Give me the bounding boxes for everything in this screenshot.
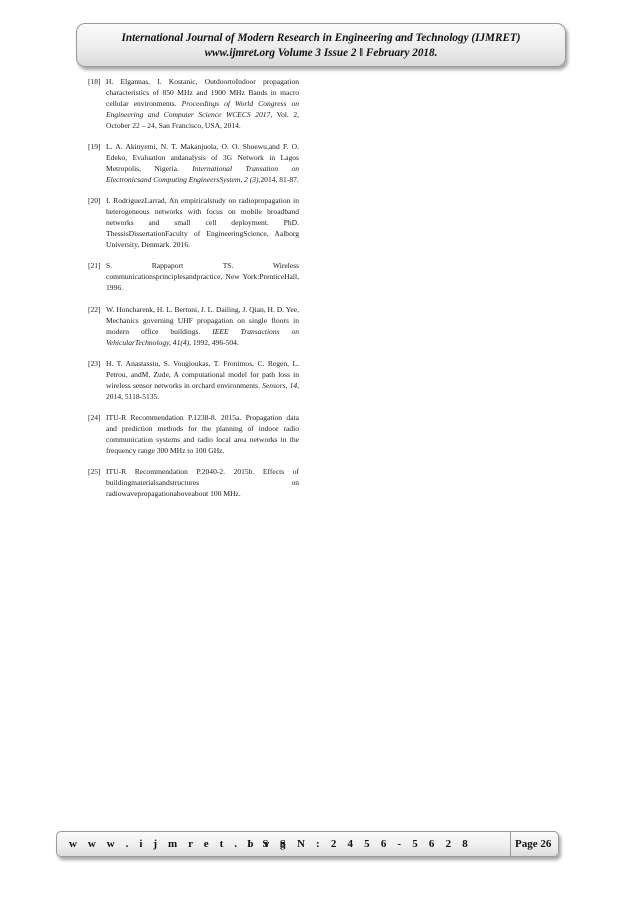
issn-number: I S S N : 2 4 5 6 - 5 6 2 8 xyxy=(247,838,472,850)
reference-number: [21] xyxy=(88,261,101,271)
reference-item xyxy=(88,196,299,251)
reference-text: I. RodriguezLarrad, An empiricalstudy on radiopropagation in heterogeneous networks with focus on mobile broadband networks and small cell deployment. PhD. ThessisDissertationFaculty of EngineeringScience, Aalborg University, Denmark. 2016. xyxy=(106,196,299,249)
reference-number: [25] xyxy=(88,467,101,477)
journal-url: w w w . i j m r e t . o r g xyxy=(69,838,290,850)
reference-number: [20] xyxy=(88,196,101,206)
reference-item xyxy=(88,305,299,349)
reference-number: [24] xyxy=(88,413,101,423)
reference-text: H. Elgannas, I. Kostanic, OutdoortoIndoor propagation characteristics of 850 MHz and 1900 MHz Bands in macro cellular environments. xyxy=(106,77,299,108)
reference-details: , 2014, 5118-5135. xyxy=(106,380,299,401)
reference-text: ITU-R Recommendation P.2040-2. 2015b. Effects of buildingmaterialsandstructures on radiowavepropagationaboveabout 100 MHz. xyxy=(106,467,299,499)
reference-item xyxy=(88,467,299,500)
reference-text: S. Rappaport TS. Wireless communicationsprinciplesandpractice, New York:PrenticeHall, 1996. xyxy=(106,261,299,293)
reference-details: , Vol. 2, October 22 – 24, San Francisco, USA, 2014. xyxy=(106,109,300,130)
reference-item xyxy=(88,142,299,186)
reference-source: International Transation on Electronicsand Computing EngineersSystem, 2 (3), xyxy=(106,163,299,184)
reference-item xyxy=(88,413,299,457)
journal-issue-info: www.ijmret.org Volume 3 Issue 2 ǁ February 2018. xyxy=(204,47,438,59)
page-footer xyxy=(56,831,559,857)
reference-source: IEEE Transactions on VehicularTechnology, 41(4), xyxy=(106,326,299,347)
reference-number: [19] xyxy=(88,142,101,152)
reference-number: [18] xyxy=(88,77,101,86)
reference-text: H. T. Anastassiu, S. Vougioukas, T. Fronimos, C. Regen, L. Petrou, andM. Zude, A computational model for path loss in wireless sensor networks in orchard environments. xyxy=(106,359,299,390)
reference-details: 2014, 81-87. xyxy=(260,174,299,184)
reference-list xyxy=(88,77,299,511)
footer-divider xyxy=(510,832,511,856)
reference-item xyxy=(88,77,299,132)
reference-text: ITU-R Recommendation P.1238-8. 2015a. Propagation data and prediction methods for the planning of indoor radio communication systems and radio local area networks in the frequency range 300 MHz to 100 GHz. xyxy=(106,413,299,455)
reference-text: W. Honcharenk, H. L. Bertoni, J. L. Dailing, J. Qian, H. D. Yee, Mechanics governing UHF propagation on single floors in modern office buildings. xyxy=(106,304,299,336)
reference-details: 1992, 496-504. xyxy=(191,337,239,347)
reference-number: [23] xyxy=(88,359,101,368)
journal-header xyxy=(76,23,566,67)
reference-source: Sensors, 14 xyxy=(262,380,298,390)
reference-item xyxy=(88,261,299,294)
page-number: Page 26 xyxy=(515,838,552,850)
reference-text: L. A. Akinyemi, N. T. Makanjuola, O. O. Shoewu,and F. O. Edeko, Evaluation andanalysis of 3G Network in Lagos Metropolis, Nigeria. xyxy=(106,142,299,173)
reference-number: [22] xyxy=(88,304,101,314)
reference-source: Proceedings of World Congress on Engineering and Computer Science WCECS 2017 xyxy=(106,98,299,119)
journal-title: International Journal of Modern Research in Engineering and Technology (IJMRET) xyxy=(121,32,521,44)
reference-item xyxy=(88,359,299,403)
